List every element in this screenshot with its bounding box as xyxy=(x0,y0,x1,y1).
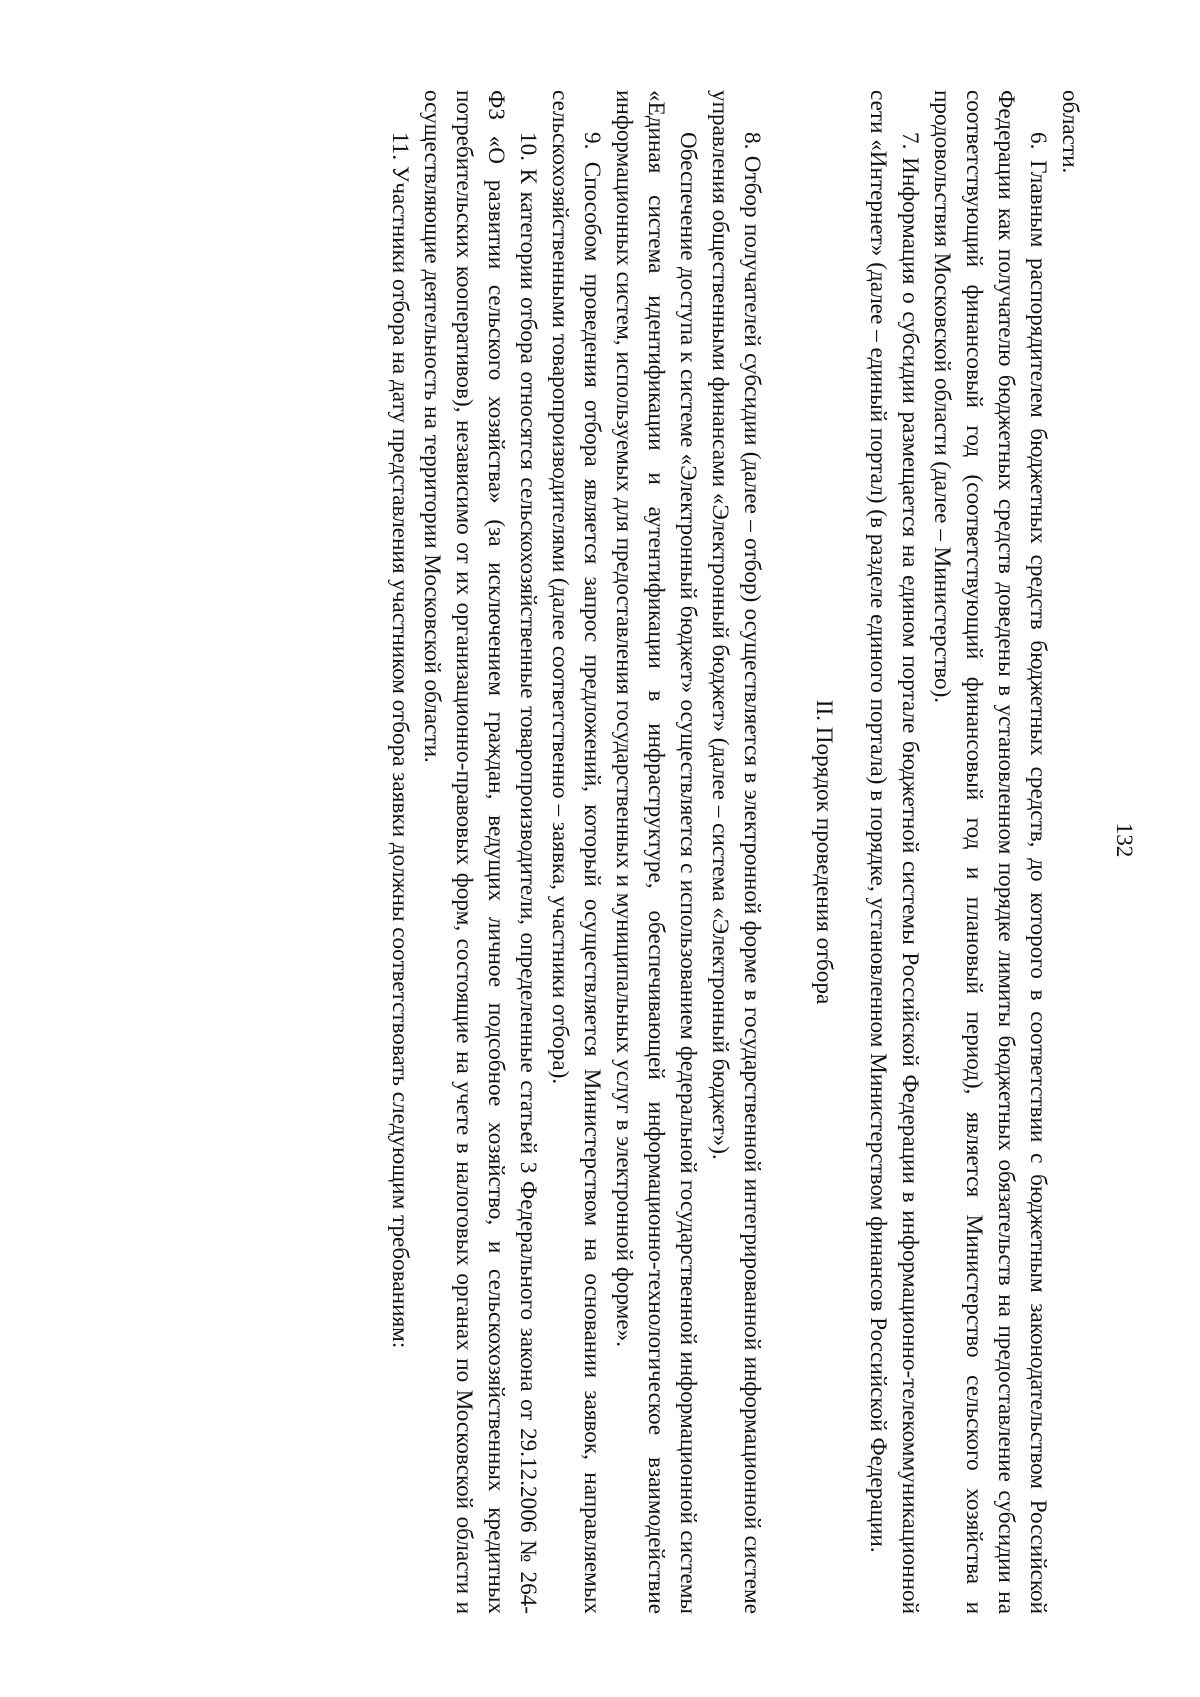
paragraph-9: 9. Способом проведения отбора является запрос предложений, который осуществляется Министерством на основании заявок, направляемых сельскохозяйственными товаропроизводителями (далее соответственно – заявка, участники отбора). xyxy=(547,90,605,1614)
paragraph-6: 6. Главным распорядителем бюджетных средств бюджетных средств, до которого в соответствии с бюджетным законодательством Российской Федерации как получателю бюджетных средств доведены в установленном порядке лимиты бюджетных обязательств на предоставление субсидии на соответствующий финансовый год (соответствующий финансовый год и плановый период), является Министерство сельского хозяйства и продовольствия Московской области (далее – Министерство). xyxy=(929,90,1051,1614)
document-body xyxy=(384,50,1086,1630)
paragraph-8-continued: Обеспечение доступа к системе «Электронный бюджет» осуществляется с использованием федеральной государственной информационной системы «Единая система идентификации и аутентификации в инфраструктуре, обеспечивающей информационно-технологическое взаимодействие информационных систем, используемых для предоставления государственных и муниципальных услуг в электронной форме». xyxy=(611,90,701,1614)
paragraph-7: 7. Информация о субсидии размещается на едином портале бюджетной системы Российской Федерации в информационно-телекоммуникационной сети «Интернет» (далее – единый портал) (в разделе единого портала) в порядке, установленном Министерством финансов Российской Федерации. xyxy=(865,90,923,1614)
paragraph-11: 11. Участники отбора на дату представления участником отбора заявки должны соответствовать следующим требованиям: xyxy=(387,132,413,1349)
section-heading: II. Порядок проведения отбора xyxy=(811,699,837,1005)
paragraph-oblasti: области. xyxy=(1057,90,1083,174)
paragraph-10: 10. К категории отбора относятся сельскохозяйственные товаропроизводители, определенные статьей 3 Федерального закона от 29.12.2006 № 264-ФЗ «О развитии сельского хозяйства» (за исключением граждан, ведущих личное подсобное хозяйство, и сельскохозяйственных кредитных потребительских кооперативов), независимо от их организационно-правовых форм, состоящие на учете в налоговых органах по Московской области и осуществляющие деятельность на территории Московской области. xyxy=(419,90,541,1614)
document-page xyxy=(60,50,1150,1630)
paragraph-8: 8. Отбор получателей субсидии (далее – отбор) осуществляется в электронной форме в государственной интегрированной информационной системе управления общественными финансами «Электронный бюджет» (далее – система «Электронный бюджет»). xyxy=(707,90,765,1614)
page-number: 132 xyxy=(1111,822,1137,858)
